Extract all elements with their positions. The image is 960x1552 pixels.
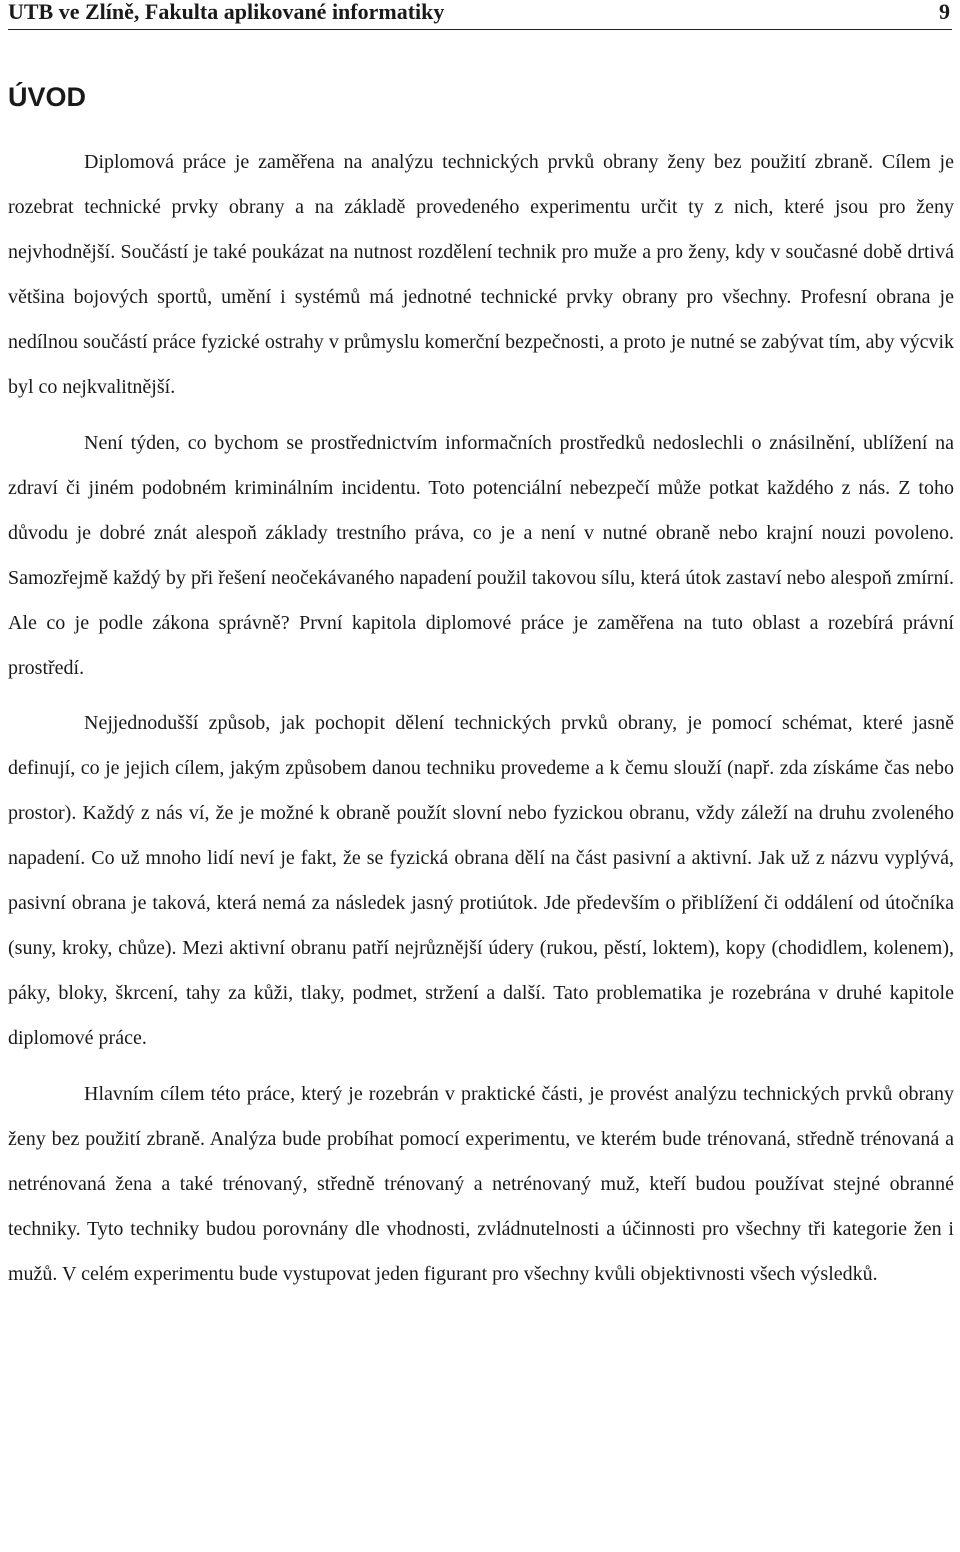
paragraph: Nejjednodušší způsob, jak pochopit dělení technických prvků obrany, je pomocí schémat, které jasně definují, co je jejich cílem, jakým způsobem danou techniku provedeme a k čemu slouží (např. zda získáme čas nebo prostor). Každý z nás ví, že je možné k obraně použít slovní nebo fyzickou obranu, vždy záleží na druhu zvoleného napadení. Co už mnoho lidí neví je fakt, že se fyzická obrana dělí na část pasivní a aktivní. Jak už z názvu vyplývá, pasivní obrana je taková, která nemá za následek jasný protiútok. Jde především o přiblížení či oddálení od útočníka (suny, kroky, chůze). Mezi aktivní obranu patří nejrůznější údery (rukou, pěstí, loktem), kopy (chodidlem, kolenem), páky, bloky, škrcení, tahy za kůži, tlaky, podmet, stržení a další. Tato problematika je rozebrána v druhé kapitole diplomové práce. (8, 712, 954, 1049)
page-number: 9 (939, 0, 950, 24)
header-title: UTB ve Zlíně, Fakulta aplikované informatiky (8, 0, 445, 24)
paragraph: Hlavním cílem této práce, který je rozebrán v praktické části, je provést analýzu technických prvků obrany ženy bez použití zbraně. Analýza bude probíhat pomocí experimentu, ve kterém bude trénovaná, středně trénovaná a netrénovaná žena a také trénovaný, středně trénovaný a netrénovaný muž, kteří budou používat stejné obranné techniky. Tyto techniky budou porovnány dle vhodnosti, zvládnutelnosti a účinnosti pro všechny tři kategorie žen i mužů. V celém experimentu bude vystupovat jeden figurant pro všechny kvůli objektivnosti všech výsledků. (8, 1082, 954, 1285)
paragraph: Není týden, co bychom se prostřednictvím informačních prostředků nedoslechli o znásilnění, ublížení na zdraví či jiném podobném kriminálním incidentu. Toto potenciální nebezpečí může potkat každého z nás. Z toho důvodu je dobré znát alespoň základy trestního práva, co je a není v nutné obraně nebo krajní nouzi povoleno. Samozřejmě každý by při řešení neočekávaného napadení použil takovou sílu, která útok zastaví nebo alespoň zmírní. Ale co je podle zákona správně? První kapitola diplomové práce je zaměřena na tuto oblast a rozebírá právní prostředí. (8, 431, 954, 679)
paragraph: Diplomová práce je zaměřena na analýzu technických prvků obrany ženy bez použití zbraně. Cílem je rozebrat technické prvky obrany a na základě provedeného experimentu určit ty z nich, které jsou pro ženy nejvhodnější. Součástí je také poukázat na nutnost rozdělení technik pro muže a pro ženy, kdy v současné době drtivá většina bojových sportů, umění i systémů má jednotné technické prvky obrany pro všechny. Profesní obrana je nedílnou součástí práce fyzické ostrahy v průmyslu komerční bezpečnosti, a proto je nutné se zabývat tím, aby výcvik byl co nejkvalitnější. (8, 151, 954, 398)
page-header (8, 0, 952, 30)
chapter-title: ÚVOD (8, 82, 87, 112)
body-text (8, 140, 954, 1297)
